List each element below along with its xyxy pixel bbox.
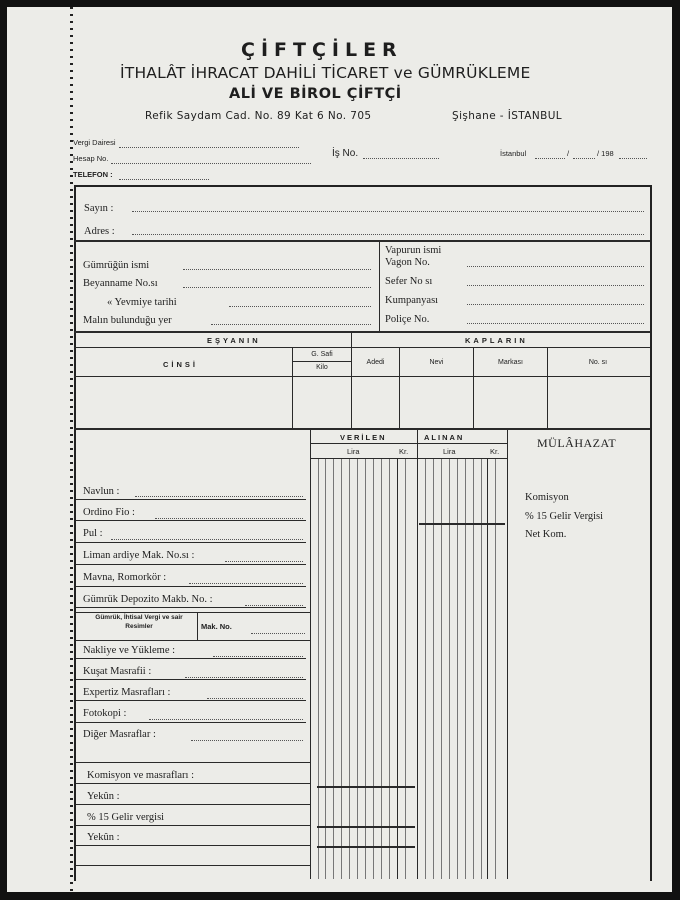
row-line	[76, 825, 310, 826]
row-mak-no: Mak. No.	[201, 622, 232, 631]
note-income-tax: % 15 Gelir Vergisi	[525, 511, 604, 522]
alinan-kr-divider	[487, 459, 488, 879]
shipment-divider	[379, 242, 380, 332]
row-line	[76, 865, 310, 866]
col-markasi: Markası	[498, 359, 523, 366]
row-diger: Diğer Masraflar :	[83, 729, 156, 740]
ledger-ruling	[341, 459, 342, 879]
ledger-ruling	[373, 459, 374, 879]
liman-ardiye-field[interactable]	[225, 555, 303, 562]
row-line	[76, 722, 306, 723]
labels-right-border	[310, 430, 311, 879]
ledger-ruling	[473, 459, 474, 879]
date-slash: /	[567, 149, 570, 158]
row-line	[76, 845, 310, 846]
shipping-company-field[interactable]	[467, 298, 644, 305]
ledger-ruling	[441, 459, 442, 879]
row-line	[76, 783, 310, 784]
goods-header-separator	[74, 347, 650, 348]
row-fotokopi: Fotokopi :	[83, 708, 127, 719]
ledger-ruling	[457, 459, 458, 879]
row-gelir-vergisi: % 15 Gelir vergisi	[87, 812, 165, 823]
tax-office-field[interactable]	[119, 139, 299, 148]
wagon-no-label: Vagon No.	[385, 257, 430, 268]
navlun-field[interactable]	[135, 490, 303, 497]
row-line	[76, 640, 310, 641]
row-line	[76, 520, 306, 521]
phone-field[interactable]	[119, 171, 209, 180]
mavna-field[interactable]	[189, 577, 303, 584]
tax-office-label: Vergi Dairesi	[73, 138, 116, 147]
declaration-no-label: Beyanname No.sı	[83, 278, 158, 289]
date-month-field[interactable]	[573, 150, 595, 159]
diger-field[interactable]	[191, 734, 303, 741]
journal-date-field[interactable]	[229, 300, 371, 307]
row-depozito: Gümrük Depozito Makb. No. :	[83, 594, 213, 605]
ledger-ruling	[405, 459, 406, 879]
policy-no-label: Poliçe No.	[385, 314, 430, 325]
row-line	[76, 762, 310, 763]
ship-name-label: Vapurun ismi	[385, 245, 442, 256]
expertiz-field[interactable]	[207, 692, 303, 699]
notes-title: MÜLÂHAZAT	[537, 436, 617, 450]
date-year-field[interactable]	[619, 150, 647, 159]
goods-location-field[interactable]	[211, 318, 371, 325]
given-total-line-2	[317, 826, 415, 828]
row-mavna: Mavna, Romorkör :	[83, 572, 167, 583]
ledger-ruling	[449, 459, 450, 879]
given-total-line-1	[317, 786, 415, 788]
customs-name-field[interactable]	[183, 263, 371, 270]
col-adedi: Adedi	[366, 359, 385, 366]
row-liman-ardiye: Liman ardiye Mak. No.sı :	[83, 550, 195, 561]
sayin-label: Sayın :	[84, 203, 114, 214]
pul-field[interactable]	[111, 533, 303, 540]
account-no-label: Hesap No.	[73, 154, 109, 163]
job-no-label: İş No.	[332, 148, 359, 159]
given-total-line-3	[317, 846, 415, 848]
verilen-kr-divider	[397, 459, 398, 879]
ledger-ruling	[495, 459, 496, 879]
row-komisyon-masraf: Komisyon ve masrafları :	[87, 770, 195, 781]
ledger-ruling	[357, 459, 358, 879]
phone-label: TELEFON :	[73, 170, 113, 179]
weight-split	[292, 361, 351, 362]
date-city-label: İstanbul	[500, 149, 527, 158]
date-day-field[interactable]	[535, 150, 565, 159]
verilen-header: VERİLEN	[340, 433, 387, 442]
received-total-line	[419, 523, 505, 525]
customs-name-label: Gümrüğün ismi	[83, 260, 150, 271]
ledger-ruling	[349, 459, 350, 879]
col-weight-top: G. Safi	[311, 351, 333, 358]
col-nevi: Nevi	[429, 359, 444, 366]
sayin-field[interactable]	[132, 205, 644, 212]
ledger-ruling	[481, 459, 482, 879]
alinan-kr: Kr.	[490, 447, 500, 456]
expense-table-top	[74, 428, 650, 430]
row-gumruk-resim: Gümrük, İhtisal Vergi ve sair Resimler	[95, 614, 183, 630]
voyage-no-field[interactable]	[467, 279, 644, 286]
company-label: Kumpanyası	[385, 295, 439, 306]
row-kusat: Kuşat Masrafii :	[83, 666, 152, 677]
row-nakliye: Nakliye ve Yükleme :	[83, 645, 176, 656]
ledger-ruling	[433, 459, 434, 879]
row-pul: Pul :	[83, 528, 103, 539]
fotokopi-field[interactable]	[149, 713, 303, 720]
ship-wagon-field[interactable]	[467, 260, 644, 267]
verilen-kr: Kr.	[399, 447, 409, 456]
col-weight-bottom: Kilo	[316, 364, 328, 371]
job-no-field[interactable]	[363, 150, 439, 159]
ledger-ruling	[333, 459, 334, 879]
note-commission: Komisyon	[525, 492, 569, 503]
address-line: Refik Saydam Cad. No. 89 Kat 6 No. 705	[145, 110, 372, 122]
note-net-commission: Net Kom.	[525, 529, 567, 540]
row-line	[76, 679, 306, 680]
row-line	[76, 804, 310, 805]
nakliye-field[interactable]	[213, 650, 303, 657]
col-cins: CİNSİ	[163, 360, 199, 369]
goods-location-label: Malın bulunduğu yer	[83, 315, 172, 326]
row-line	[76, 658, 306, 659]
row-navlun: Navlun :	[83, 486, 120, 497]
account-no-field[interactable]	[111, 155, 311, 164]
amount-header-split	[311, 443, 507, 444]
row-line	[76, 586, 306, 587]
adres-label: Adres :	[84, 226, 115, 237]
row-line	[76, 542, 306, 543]
alinan-header: ALINAN	[424, 433, 465, 442]
row-yekun-1: Yekûn :	[87, 791, 120, 802]
date-year-label: / 198	[597, 149, 614, 158]
ordino-field[interactable]	[155, 512, 303, 519]
ledger-ruling	[381, 459, 382, 879]
goods-group-divider	[351, 333, 352, 429]
ledger-ruling	[325, 459, 326, 879]
declaration-no-field[interactable]	[183, 281, 371, 288]
city-line: Şişhane - İSTANBUL	[452, 110, 563, 122]
journal-date-label: « Yevmiye tarihi	[107, 297, 177, 308]
business-line: İTHALÂT İHRACAT DAHİLİ TİCARET ve GÜMRÜKLEME	[120, 64, 531, 82]
row-line	[76, 564, 306, 565]
ledger-ruling	[365, 459, 366, 879]
party-separator	[74, 240, 650, 242]
row-expertiz: Expertiz Masrafları :	[83, 687, 171, 698]
goods-subheader-line	[74, 376, 650, 377]
row-line	[76, 700, 306, 701]
mak-no-field[interactable]	[251, 627, 305, 634]
company-name: ÇİFTÇİLER	[241, 39, 403, 61]
form-page	[7, 7, 672, 892]
alinan-lira: Lira	[443, 447, 456, 456]
row-ordino: Ordino Fio :	[83, 507, 135, 518]
ledger-ruling	[389, 459, 390, 879]
depozito-field[interactable]	[245, 599, 303, 606]
received-right-border	[507, 430, 508, 879]
verilen-lira: Lira	[347, 447, 360, 456]
ledger-ruling	[318, 459, 319, 879]
containers-group-header: KAPLARIN	[465, 336, 528, 345]
kusat-field[interactable]	[185, 671, 303, 678]
col-no: No. sı	[588, 359, 608, 366]
row-line	[76, 499, 306, 500]
owners-line: ALİ VE BİROL ÇİFTÇİ	[229, 86, 402, 102]
goods-group-header: EŞYANIN	[207, 336, 261, 345]
mak-no-divider	[197, 612, 198, 640]
adres-field[interactable]	[132, 228, 644, 235]
row-line	[76, 607, 306, 608]
ledger-ruling	[465, 459, 466, 879]
policy-no-field[interactable]	[467, 317, 644, 324]
ledger-ruling	[425, 459, 426, 879]
goods-table-top	[74, 331, 650, 333]
row-line	[76, 612, 310, 613]
row-yekun-2: Yekûn :	[87, 832, 120, 843]
given-right-border	[417, 430, 418, 879]
voyage-no-label: Sefer No sı	[385, 276, 433, 287]
